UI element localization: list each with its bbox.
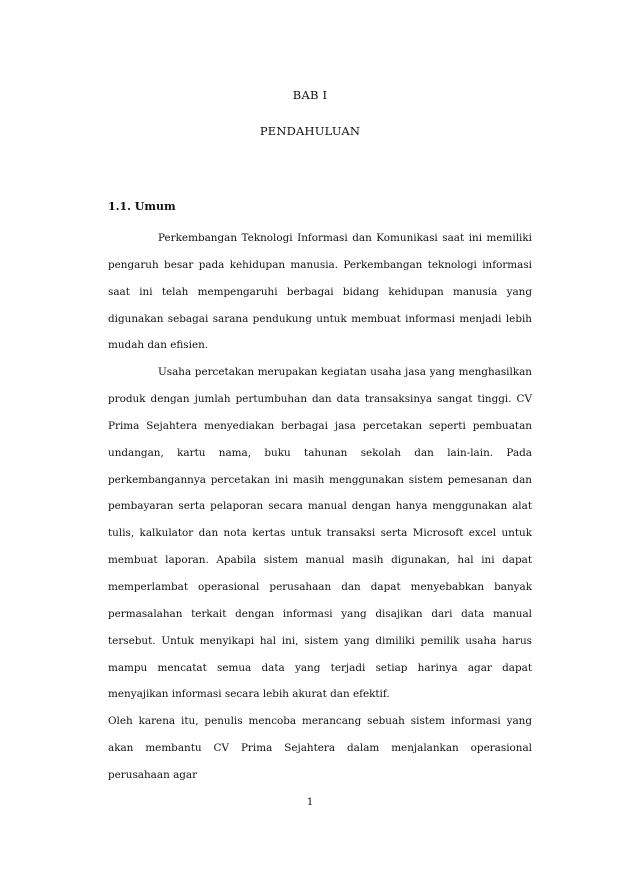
- body-text: [108, 225, 532, 789]
- paragraph-1: Perkembangan Teknologi Informasi dan Komunikasi saat ini memiliki pengaruh besar pada kehidupan manusia. Perkembangan teknologi informasi saat ini telah mempengaruhi berbagai bidang kehidupan manusia yang digunakan sebagai sarana pendukung untuk membuat informasi menjadi lebih mudah dan efisien.: [108, 232, 532, 352]
- paragraph-3: Oleh karena itu, penulis mencoba merancang sebuah sistem informasi yang akan membantu CV Prima Sejahtera dalam menjalankan operasional perusahaan agar: [108, 715, 532, 781]
- chapter-title: PENDAHULUAN: [259, 124, 361, 138]
- section-heading: 1.1. Umum: [108, 200, 176, 213]
- paragraph-2: Usaha percetakan merupakan kegiatan usaha jasa yang menghasilkan produk dengan jumlah pertumbuhan dan data transaksinya sangat tinggi. CV Prima Sejahtera menyediakan berbagai jasa percetakan seperti pembuatan undangan, kartu nama, buku tahunan sekolah dan lain-lain. Pada perkembangannya percetakan ini masih menggunakan sistem pemesanan dan pembayaran serta pelaporan secara manual dengan hanya menggunakan alat tulis, kalkulator dan nota kertas untuk transaksi serta Microsoft excel untuk membuat laporan. Apabila sistem manual masih digunakan, hal ini dapat memperlambat operasional perusahaan dan dapat menyebabkan banyak permasalahan terkait dengan informasi yang disajikan dari data manual tersebut. Untuk menyikapi hal ini, sistem yang dimiliki pemilik usaha harus mampu mencatat semua data yang terjadi setiap harinya agar dapat menyajikan informasi secara lebih akurat dan efektif.: [108, 366, 532, 701]
- page-number: 1: [306, 796, 314, 808]
- chapter-number: BAB I: [292, 88, 328, 102]
